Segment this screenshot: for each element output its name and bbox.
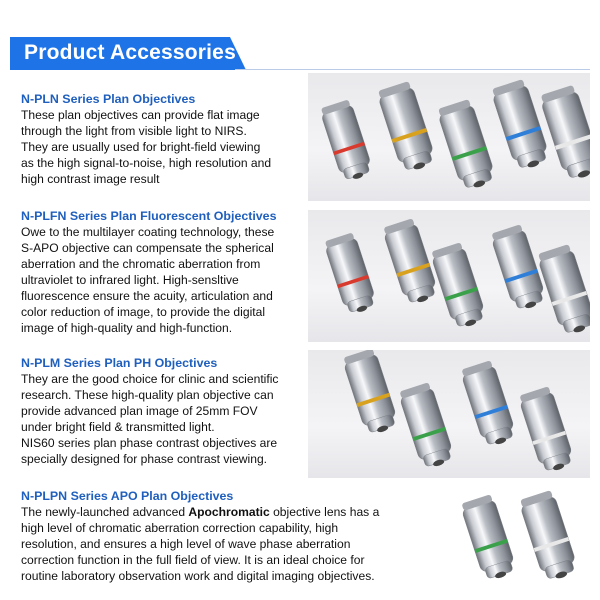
objective-lenses-graphic [308,210,590,342]
section-description [21,504,451,584]
description-line: They are the good choice for clinic and scientific [21,372,279,386]
description-line: image of high-quality and high-function. [21,321,233,335]
description-line: research. These high-quality plan objective can [21,388,274,402]
objective-lenses-graphic [308,73,590,201]
objective-lens [539,84,590,183]
objective-lens [382,218,440,307]
objective-lens [518,386,576,475]
header-banner [10,37,246,70]
n-plpn-objectives-photo [448,488,590,592]
page-title: Product Accessories [24,41,236,64]
description-line: through the light from visible light to NIRS. [21,124,247,138]
objective-lenses-graphic [308,350,590,478]
description-line: routine laboratory observation work and digital imaging objectives. [21,569,375,583]
apochromatic-emphasis: Apochromatic [188,505,270,519]
section-title: N-PLFN Series Plan Fluorescent Objectives [21,209,277,223]
n-plfn-objectives-photo [308,210,590,342]
description-line: These plan objectives can provide flat image [21,108,260,122]
objective-lens [490,78,551,172]
section-title: N-PLN Series Plan Objectives [21,92,196,106]
objective-lenses-graphic [448,488,590,592]
header-divider [235,69,590,70]
description-line: provide advanced plan image of 25mm FOV [21,404,258,418]
objective-lens [436,98,497,192]
description-line: correction function in the full field of view. It is an ideal choice for [21,553,365,567]
description-line: fluorescence ensure the acuity, articulation and [21,289,273,303]
objective-lens [323,232,378,316]
objective-lens [430,242,488,331]
n-pln-objectives-photo [308,73,590,201]
section-description [21,371,311,467]
section-title: N-PLM Series Plan PH Objectives [21,356,218,370]
section-n-pln [21,92,306,187]
section-n-plpn [21,489,451,584]
description-line: NIS60 series plan phase contrast objectives are [21,436,278,450]
section-n-plfn [21,209,306,336]
description-line: high contrast image result [21,172,160,186]
section-n-plm [21,356,311,467]
objective-lens [319,99,374,183]
objective-lens [536,243,590,337]
description-line: resolution, and ensures a high level of wave phase aberration [21,537,351,551]
objective-lens [376,80,437,174]
objective-lens [490,224,548,313]
description-line: under bright field & transmitted light. [21,420,215,434]
objective-lens [518,489,579,583]
section-title: N-PLPN Series APO Plan Objectives [21,489,234,503]
description-line: high level of chromatic aberration correction capability, high [21,521,339,535]
objective-lens [398,382,456,471]
description-line: as the high signal-to-noise, high resolution and [21,156,272,170]
objective-lens [460,494,518,583]
section-description [21,224,306,336]
objective-lens [342,350,400,437]
n-plm-objectives-photo [308,350,590,478]
description-line: specially designed for phase contrast viewing. [21,452,268,466]
description-line: aberration and the chromatic aberration from [21,257,261,271]
description-line: The newly-launched advanced Apochromatic objective lens has a [21,505,380,519]
description-line: ultraviolet to infrared light. High-sensltive [21,273,239,287]
description-line: They are usually used for bright-field viewing [21,140,261,154]
description-line: color reduction of image, to provide the digital [21,305,266,319]
description-line: Owe to the multilayer coating technology, these [21,225,275,239]
objective-lens [460,360,518,449]
section-description [21,107,306,187]
description-line: S-APO objective can compensate the spherical [21,241,274,255]
